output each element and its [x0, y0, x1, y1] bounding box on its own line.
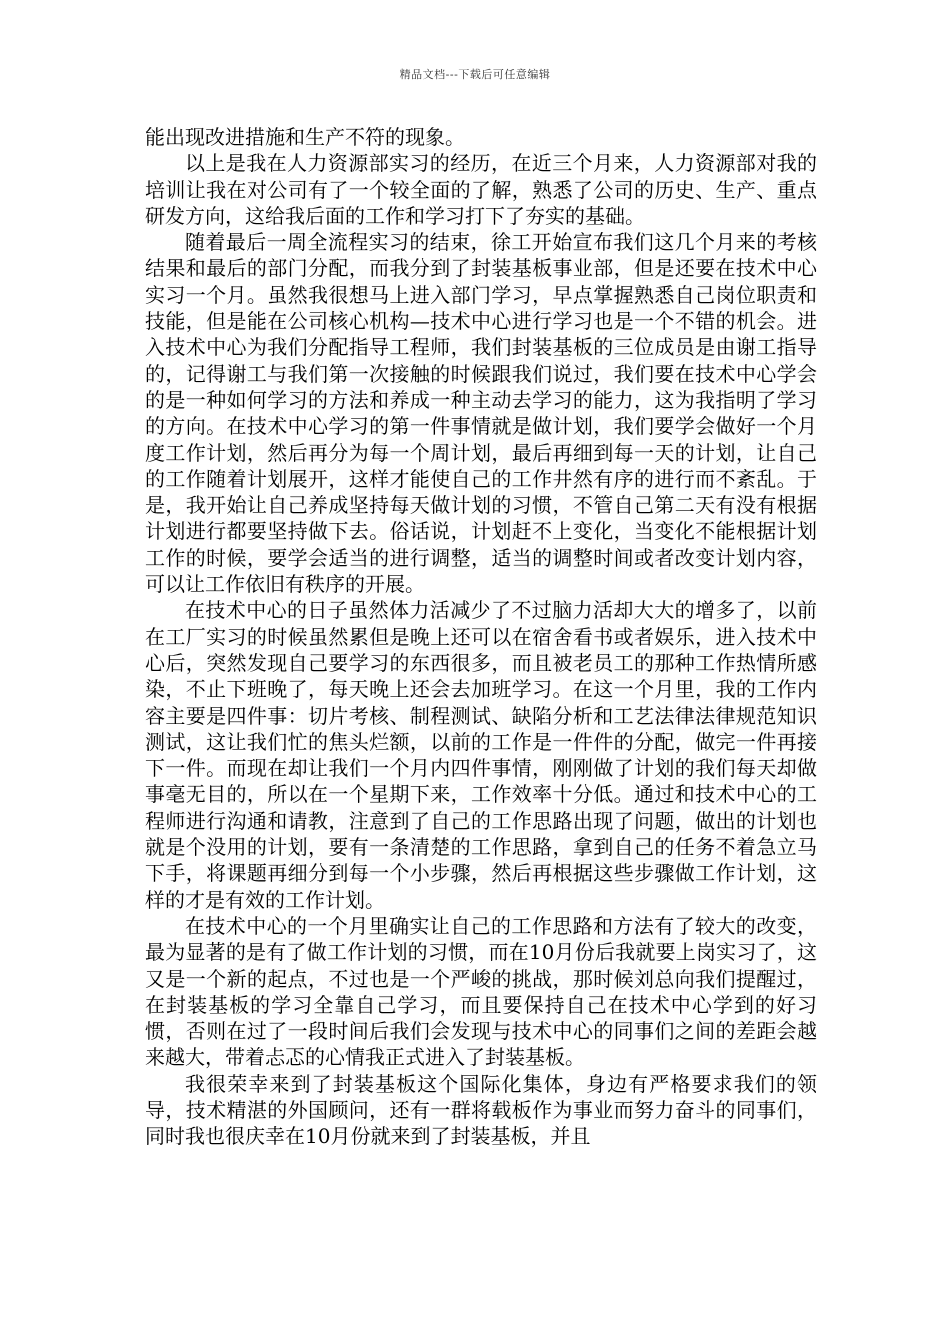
paragraph-6: 我很荣幸来到了封装基板这个国际化集体，身边有严格要求我们的领导，技术精湛的外国顾问，还有一群将载板作为事业而努力奋斗的同事们，同时我也很庆幸在10月份就来到了封装基板，并且 — [145, 1071, 817, 1149]
page-header: 精品文档---下载后可任意编辑 — [399, 68, 551, 81]
paragraph-2: 以上是我在人力资源部实习的经历，在近三个月来，人力资源部对我的培训让我在对公司有了一个较全面的了解，熟悉了公司的历史、生产、重点研发方向，这给我后面的工作和学习打下了夯实的基础。 — [145, 151, 817, 228]
paragraph-1: 能出现改进措施和生产不符的现象。 — [145, 125, 465, 149]
paragraph-5: 在技术中心的一个月里确实让自己的工作思路和方法有了较大的改变，最为显著的是有了做工作计划的习惯，而在10月份后我就要上岗实习了，这又是一个新的起点，不过也是一个严峻的挑战，那时候刘总向我们提醒过，在封装基板的学习全靠自己学习，而且要保持自己在技术中心学到的好习惯，否则在过了一段时间后我们会发现与技术中心的同事们之间的差距会越来越大，带着忐忑的心情我正式进入了封装基板。 — [145, 913, 817, 1070]
paragraph-4: 在技术中心的日子虽然体力活减少了不过脑力活却大大的增多了，以前在工厂实习的时候虽然累但是晚上还可以在宿舍看书或者娱乐，进入技术中心后，突然发现自己要学习的东西很多，而且被老员工的那种工作热情所感染，不止下班晚了，每天晚上还会去加班学习。在这一个月里，我的工作内容主要是四件事：切片考核、制程测试、缺陷分析和工艺法律法律规范知识测试，这让我们忙的焦头烂额，以前的工作是一件件的分配，做完一件再接下一件。而现在却让我们一个月内四件事情，刚刚做了计划的我们每天却做事毫无目的，所以在一个星期下来，工作效率十分低。通过和技术中心的工程师进行沟通和请教，注意到了自己的工作思路出现了问题，做出的计划也就是个没用的计划，要有一条清楚的工作思路，拿到自己的任务不着急立马下手，将课题再细分到每一个小步骤，然后再根据这些步骤做工作计划，这样的才是有效的工作计划。 — [145, 598, 817, 912]
document-body — [145, 124, 817, 1150]
paragraph-3: 随着最后一周全流程实习的结束，徐工开始宣布我们这几个月来的考核结果和最后的部门分配，而我分到了封装基板事业部，但是还要在技术中心实习一个月。虽然我很想马上进入部门学习，早点掌握熟悉自己岗位职责和技能，但是能在公司核心机构—技术中心进行学习也是一个不错的机会。进入技术中心为我们分配指导工程师，我们封装基板的三位成员是由谢工指导的，记得谢工与我们第一次接触的时候跟我们说过，我们要在技术中心学会的是一种如何学习的方法和养成一种主动去学习的能力，这为我指明了学习的方向。在技术中心学习的第一件事情就是做计划，我们要学会做好一个月度工作计划，然后再分为每一个周计划，最后再细到每一天的计划，让自己的工作随着计划展开，这样才能使自己的工作井然有序的进行而不紊乱。于是，我开始让自己养成坚持每天做计划的习惯，不管自己第二天有没有根据计划进行都要坚持做下去。俗话说，计划赶不上变化，当变化不能根据计划工作的时候，要学会适当的进行调整，适当的调整时间或者改变计划内容，可以让工作依旧有秩序的开展。 — [145, 230, 817, 597]
